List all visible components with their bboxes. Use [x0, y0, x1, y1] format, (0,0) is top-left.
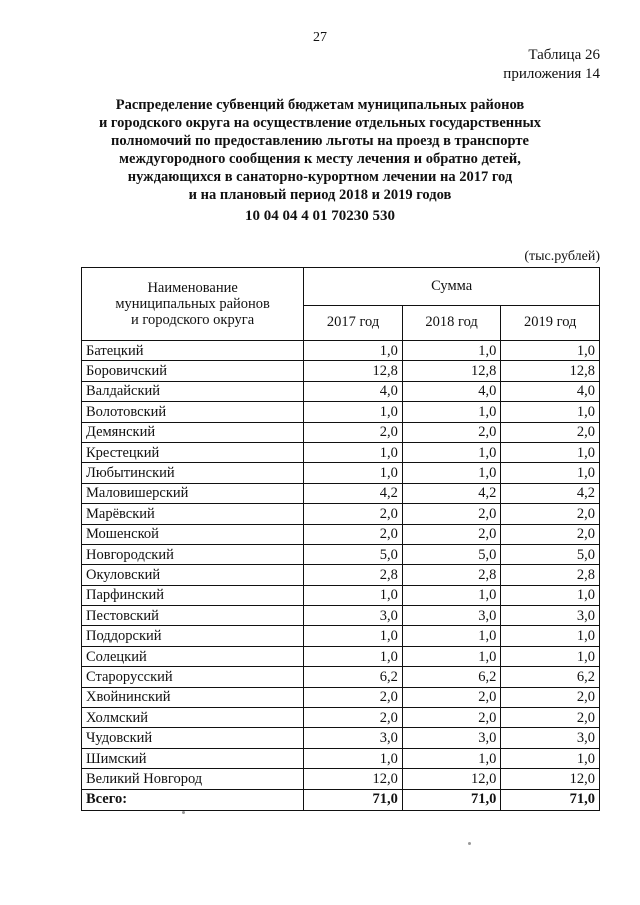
district-name: Мошенской: [82, 524, 304, 544]
header-name-line: Наименование: [147, 280, 238, 296]
value-2019: 1,0: [501, 646, 600, 666]
district-name: Окуловский: [82, 565, 304, 585]
value-2019: 2,8: [501, 565, 600, 585]
table-row: [82, 585, 600, 605]
table-row: [82, 728, 600, 748]
subsidy-table: [81, 267, 600, 811]
value-2017: 2,0: [304, 504, 403, 524]
value-2019: 1,0: [501, 585, 600, 605]
value-2019: 1,0: [501, 463, 600, 483]
value-2018: 12,0: [402, 769, 501, 789]
district-name: Марёвский: [82, 504, 304, 524]
value-2019: 1,0: [501, 626, 600, 646]
scan-speck: [182, 811, 185, 814]
value-2018: 2,0: [402, 708, 501, 728]
value-2017: 1,0: [304, 585, 403, 605]
header-year-2018: 2018 год: [402, 305, 501, 341]
value-2019: 2,0: [501, 687, 600, 707]
page-number: 27: [313, 30, 327, 45]
value-2019: 2,0: [501, 422, 600, 442]
value-2018: 3,0: [402, 728, 501, 748]
district-name: Маловишерский: [82, 483, 304, 503]
title-line: междугородного сообщения к месту лечения и обратно детей,: [119, 151, 521, 167]
district-name: Пестовский: [82, 606, 304, 626]
table-row: [82, 381, 600, 401]
value-2019: 1,0: [501, 402, 600, 422]
value-2019: 1,0: [501, 748, 600, 768]
table-row: [82, 769, 600, 789]
value-2017: 1,0: [304, 748, 403, 768]
district-name: Старорусский: [82, 667, 304, 687]
value-2017: 1,0: [304, 442, 403, 462]
district-name: Шимский: [82, 748, 304, 768]
total-2017: 71,0: [304, 789, 403, 810]
value-2017: 1,0: [304, 626, 403, 646]
value-2019: 12,8: [501, 361, 600, 381]
table-row: [82, 667, 600, 687]
district-name: Батецкий: [82, 341, 304, 361]
value-2017: 2,0: [304, 524, 403, 544]
table-row: [82, 626, 600, 646]
table-row: [82, 708, 600, 728]
value-2018: 5,0: [402, 544, 501, 564]
value-2018: 1,0: [402, 442, 501, 462]
value-2017: 12,8: [304, 361, 403, 381]
value-2017: 6,2: [304, 667, 403, 687]
header-sum: Сумма: [304, 268, 600, 306]
total-label: Всего:: [82, 789, 304, 810]
district-name: Валдайский: [82, 381, 304, 401]
value-2018: 1,0: [402, 402, 501, 422]
table-row: [82, 361, 600, 381]
header-name-line: и городского округа: [131, 312, 255, 328]
table-row: [82, 606, 600, 626]
value-2018: 2,0: [402, 524, 501, 544]
table-row: [82, 463, 600, 483]
total-row: [82, 789, 600, 810]
value-2017: 2,0: [304, 687, 403, 707]
value-2019: 12,0: [501, 769, 600, 789]
table-row: [82, 483, 600, 503]
value-2018: 2,0: [402, 504, 501, 524]
table-row: [82, 544, 600, 564]
district-name: Боровичский: [82, 361, 304, 381]
value-2019: 3,0: [501, 606, 600, 626]
table-row: [82, 687, 600, 707]
value-2017: 3,0: [304, 606, 403, 626]
value-2018: 2,0: [402, 687, 501, 707]
value-2018: 1,0: [402, 626, 501, 646]
document-title: [70, 96, 570, 204]
budget-code: 10 04 04 4 01 70230 530: [245, 208, 395, 224]
table-row: [82, 504, 600, 524]
value-2017: 1,0: [304, 341, 403, 361]
value-2019: 2,0: [501, 524, 600, 544]
value-2018: 4,0: [402, 381, 501, 401]
district-name: Великий Новгород: [82, 769, 304, 789]
value-2018: 12,8: [402, 361, 501, 381]
district-name: Волотовский: [82, 402, 304, 422]
district-name: Солецкий: [82, 646, 304, 666]
value-2018: 1,0: [402, 646, 501, 666]
value-2018: 6,2: [402, 667, 501, 687]
value-2019: 2,0: [501, 708, 600, 728]
value-2017: 1,0: [304, 402, 403, 422]
value-2017: 2,0: [304, 708, 403, 728]
table-row: [82, 422, 600, 442]
value-2018: 1,0: [402, 585, 501, 605]
district-name: Холмский: [82, 708, 304, 728]
scan-speck: [468, 842, 471, 845]
table-reference: [503, 46, 600, 84]
value-2017: 2,8: [304, 565, 403, 585]
title-line: и городского округа на осуществление отдельных государственных: [98, 115, 542, 131]
table-row: [82, 646, 600, 666]
header-name-column: [82, 268, 304, 341]
title-line: полномочий по предоставлению льготы на проезд в транспорте: [111, 133, 529, 149]
title-line: нуждающихся в санаторно-курортном лечении на 2017 год: [127, 169, 513, 185]
district-name: Чудовский: [82, 728, 304, 748]
value-2017: 12,0: [304, 769, 403, 789]
value-2019: 4,2: [501, 483, 600, 503]
value-2019: 1,0: [501, 442, 600, 462]
value-2017: 2,0: [304, 422, 403, 442]
header-year-2019: 2019 год: [501, 305, 600, 341]
district-name: Новгородский: [82, 544, 304, 564]
district-name: Хвойнинский: [82, 687, 304, 707]
value-2017: 4,0: [304, 381, 403, 401]
value-2018: 3,0: [402, 606, 501, 626]
district-name: Парфинский: [82, 585, 304, 605]
title-line: Распределение субвенций бюджетам муниципальных районов: [115, 97, 525, 113]
value-2019: 4,0: [501, 381, 600, 401]
units-label: (тыс.рублей): [524, 249, 600, 264]
value-2018: 2,8: [402, 565, 501, 585]
district-name: Демянский: [82, 422, 304, 442]
table-row: [82, 748, 600, 768]
value-2017: 3,0: [304, 728, 403, 748]
table-row: [82, 565, 600, 585]
table-row: [82, 524, 600, 544]
value-2017: 1,0: [304, 646, 403, 666]
appendix-number: приложения 14: [503, 66, 600, 82]
value-2018: 1,0: [402, 463, 501, 483]
district-name: Поддорский: [82, 626, 304, 646]
value-2017: 4,2: [304, 483, 403, 503]
value-2017: 5,0: [304, 544, 403, 564]
value-2019: 5,0: [501, 544, 600, 564]
value-2018: 4,2: [402, 483, 501, 503]
header-year-2017: 2017 год: [304, 305, 403, 341]
total-2019: 71,0: [501, 789, 600, 810]
value-2019: 1,0: [501, 341, 600, 361]
table-row: [82, 442, 600, 462]
header-name-line: муниципальных районов: [115, 296, 270, 312]
value-2019: 6,2: [501, 667, 600, 687]
value-2019: 3,0: [501, 728, 600, 748]
table-row: [82, 341, 600, 361]
value-2018: 1,0: [402, 341, 501, 361]
value-2018: 2,0: [402, 422, 501, 442]
value-2019: 2,0: [501, 504, 600, 524]
district-name: Любытинский: [82, 463, 304, 483]
table-number: Таблица 26: [528, 47, 600, 63]
table-row: [82, 402, 600, 422]
value-2018: 1,0: [402, 748, 501, 768]
value-2017: 1,0: [304, 463, 403, 483]
district-name: Крестецкий: [82, 442, 304, 462]
title-line: и на плановый период 2018 и 2019 годов: [188, 187, 452, 203]
total-2018: 71,0: [402, 789, 501, 810]
